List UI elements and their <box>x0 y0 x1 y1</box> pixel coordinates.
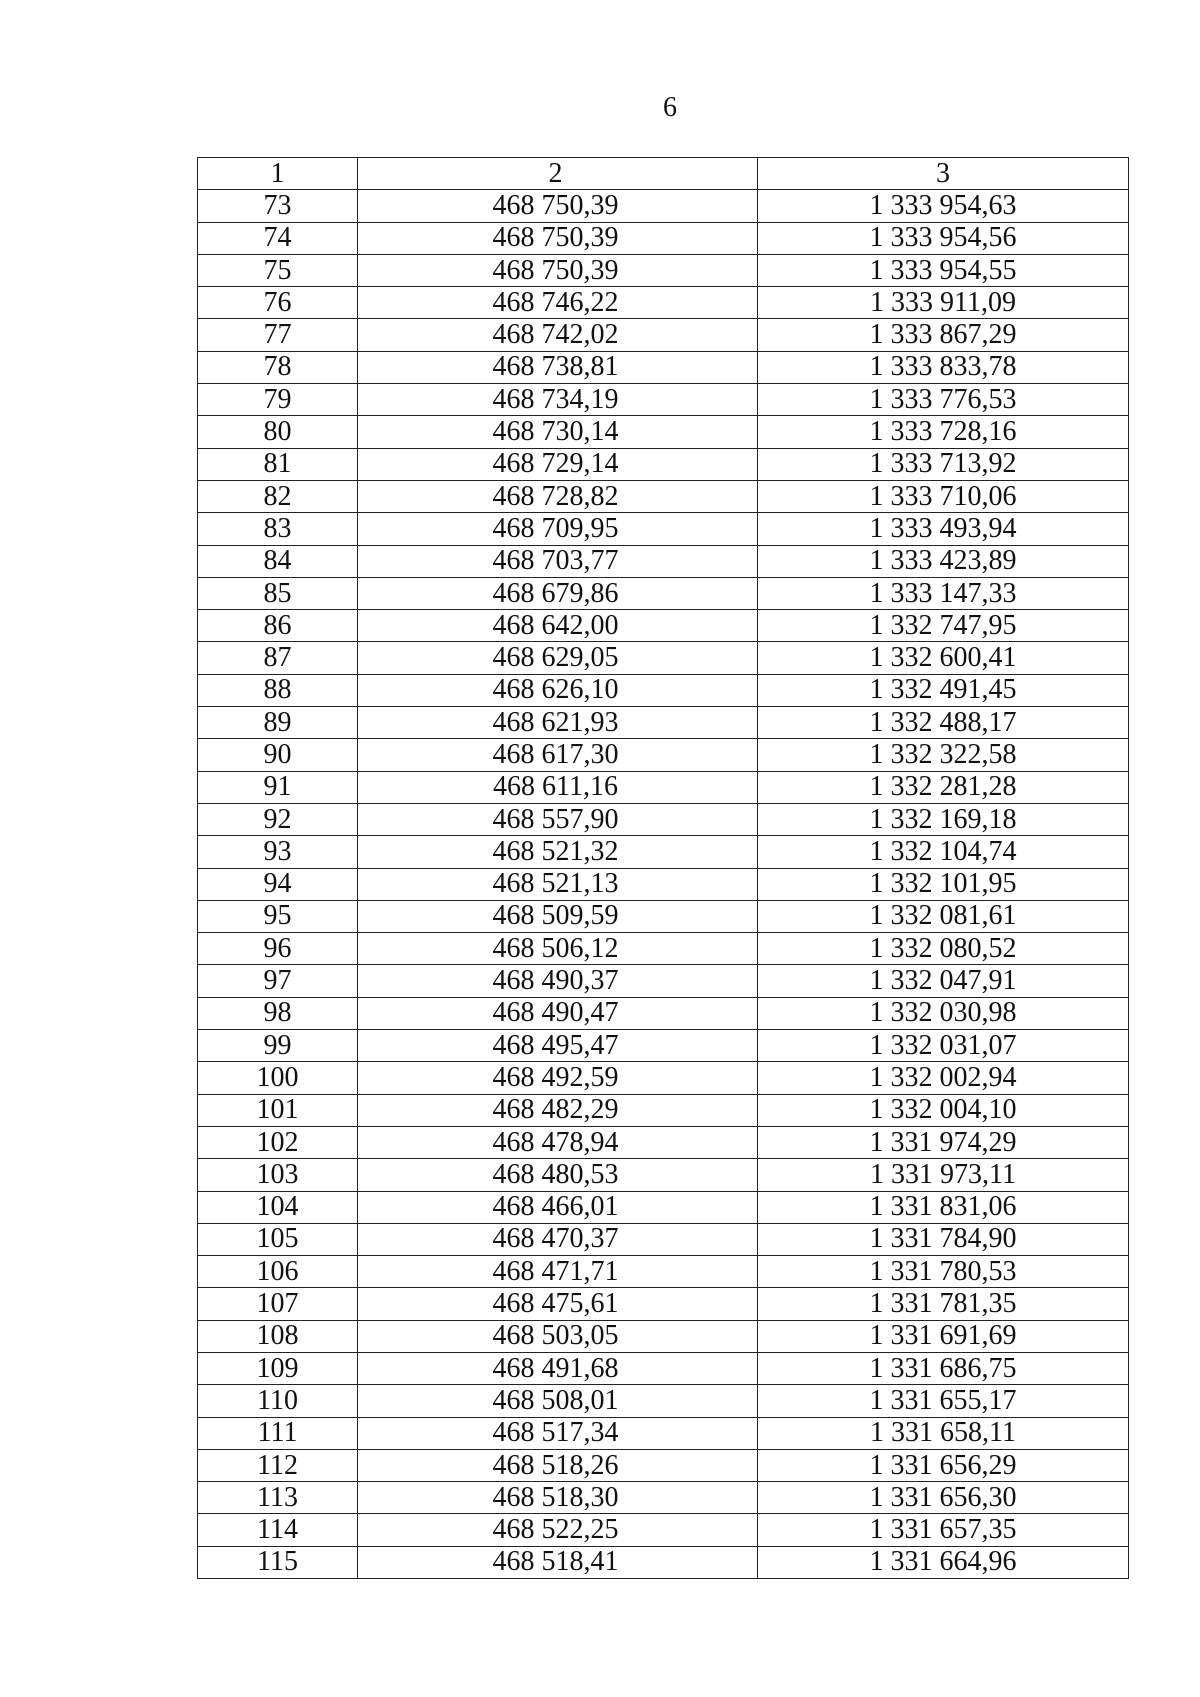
coordinate-y-cell: 1 333 954,55 <box>758 254 1129 286</box>
coordinate-x-cell: 468 738,81 <box>358 351 758 383</box>
point-number-cell: 84 <box>198 545 358 577</box>
point-number-cell: 113 <box>198 1482 358 1514</box>
point-number-cell: 97 <box>198 965 358 997</box>
coordinate-x-cell: 468 729,14 <box>358 448 758 480</box>
coordinate-x-cell: 468 728,82 <box>358 480 758 512</box>
point-number-cell: 88 <box>198 674 358 706</box>
point-number-cell: 83 <box>198 513 358 545</box>
coordinate-y-cell: 1 332 101,95 <box>758 868 1129 900</box>
table-row <box>198 1417 1129 1449</box>
table-row <box>198 1288 1129 1320</box>
point-number-cell: 111 <box>198 1417 358 1449</box>
coordinate-x-cell: 468 734,19 <box>358 384 758 416</box>
coordinate-y-cell: 1 331 656,29 <box>758 1449 1129 1481</box>
coordinate-x-cell: 468 518,30 <box>358 1482 758 1514</box>
coordinate-y-cell: 1 331 664,96 <box>758 1546 1129 1578</box>
coordinate-y-cell: 1 333 954,56 <box>758 222 1129 254</box>
table-row <box>198 1546 1129 1578</box>
coordinate-y-cell: 1 333 423,89 <box>758 545 1129 577</box>
point-number-cell: 104 <box>198 1191 358 1223</box>
coordinate-x-cell: 468 679,86 <box>358 577 758 609</box>
coordinate-x-cell: 468 521,32 <box>358 836 758 868</box>
coordinate-y-cell: 1 333 728,16 <box>758 416 1129 448</box>
table-row <box>198 642 1129 674</box>
coordinate-x-cell: 468 521,13 <box>358 868 758 900</box>
table-row <box>198 1256 1129 1288</box>
coordinate-y-cell: 1 331 657,35 <box>758 1514 1129 1546</box>
table-row <box>198 416 1129 448</box>
coordinate-y-cell: 1 333 713,92 <box>758 448 1129 480</box>
table-row <box>198 739 1129 771</box>
coordinate-x-cell: 468 470,37 <box>358 1223 758 1255</box>
coordinate-x-cell: 468 611,16 <box>358 771 758 803</box>
table-row <box>198 1126 1129 1158</box>
coordinate-x-cell: 468 629,05 <box>358 642 758 674</box>
coordinate-x-cell: 468 471,71 <box>358 1256 758 1288</box>
coordinate-x-cell: 468 742,02 <box>358 319 758 351</box>
table-row <box>198 836 1129 868</box>
point-number-cell: 87 <box>198 642 358 674</box>
table-row <box>198 1191 1129 1223</box>
coordinate-y-cell: 1 332 030,98 <box>758 997 1129 1029</box>
point-number-cell: 99 <box>198 1030 358 1062</box>
table-row <box>198 1062 1129 1094</box>
table-row <box>198 900 1129 932</box>
point-number-cell: 92 <box>198 803 358 835</box>
table-row <box>198 480 1129 512</box>
coordinate-x-cell: 468 518,41 <box>358 1546 758 1578</box>
coordinate-x-cell: 468 490,37 <box>358 965 758 997</box>
page-number: 6 <box>663 92 677 123</box>
point-number-cell: 89 <box>198 707 358 739</box>
coordinate-y-cell: 1 331 784,90 <box>758 1223 1129 1255</box>
point-number-cell: 81 <box>198 448 358 480</box>
coordinate-x-cell: 468 503,05 <box>358 1320 758 1352</box>
point-number-cell: 95 <box>198 900 358 932</box>
point-number-cell: 93 <box>198 836 358 868</box>
coordinate-y-cell: 1 333 776,53 <box>758 384 1129 416</box>
table-row <box>198 707 1129 739</box>
coordinate-y-cell: 1 332 031,07 <box>758 1030 1129 1062</box>
table-row <box>198 1385 1129 1417</box>
point-number-cell: 114 <box>198 1514 358 1546</box>
coordinate-x-cell: 468 617,30 <box>358 739 758 771</box>
header-cell-3: 3 <box>758 158 1129 190</box>
coordinate-x-cell: 468 509,59 <box>358 900 758 932</box>
table-row <box>198 319 1129 351</box>
coordinate-y-cell: 1 332 002,94 <box>758 1062 1129 1094</box>
table-row <box>198 577 1129 609</box>
coordinate-x-cell: 468 508,01 <box>358 1385 758 1417</box>
coordinate-x-cell: 468 621,93 <box>358 707 758 739</box>
point-number-cell: 82 <box>198 480 358 512</box>
coordinate-x-cell: 468 750,39 <box>358 254 758 286</box>
table-row <box>198 965 1129 997</box>
table-row <box>198 287 1129 319</box>
table-row <box>198 190 1129 222</box>
coordinate-y-cell: 1 332 047,91 <box>758 965 1129 997</box>
point-number-cell: 100 <box>198 1062 358 1094</box>
table-row <box>198 1514 1129 1546</box>
point-number-cell: 102 <box>198 1126 358 1158</box>
coordinate-y-cell: 1 333 867,29 <box>758 319 1129 351</box>
table-row <box>198 771 1129 803</box>
coordinate-x-cell: 468 730,14 <box>358 416 758 448</box>
point-number-cell: 103 <box>198 1159 358 1191</box>
coordinate-y-cell: 1 331 781,35 <box>758 1288 1129 1320</box>
coordinate-x-cell: 468 626,10 <box>358 674 758 706</box>
coordinate-y-cell: 1 332 004,10 <box>758 1094 1129 1126</box>
coordinate-y-cell: 1 333 493,94 <box>758 513 1129 545</box>
header-cell-1: 1 <box>198 158 358 190</box>
point-number-cell: 110 <box>198 1385 358 1417</box>
coordinate-y-cell: 1 331 658,11 <box>758 1417 1129 1449</box>
point-number-cell: 86 <box>198 610 358 642</box>
coordinate-x-cell: 468 482,29 <box>358 1094 758 1126</box>
point-number-cell: 106 <box>198 1256 358 1288</box>
point-number-cell: 77 <box>198 319 358 351</box>
table-row <box>198 513 1129 545</box>
table-row <box>198 1159 1129 1191</box>
coordinate-x-cell: 468 750,39 <box>358 190 758 222</box>
coordinate-x-cell: 468 709,95 <box>358 513 758 545</box>
table-row <box>198 803 1129 835</box>
coordinate-y-cell: 1 331 655,17 <box>758 1385 1129 1417</box>
coordinate-y-cell: 1 333 147,33 <box>758 577 1129 609</box>
coordinate-y-cell: 1 332 600,41 <box>758 642 1129 674</box>
table-row <box>198 351 1129 383</box>
table-row <box>198 1449 1129 1481</box>
table-row <box>198 384 1129 416</box>
point-number-cell: 79 <box>198 384 358 416</box>
point-number-cell: 73 <box>198 190 358 222</box>
table-body <box>198 190 1129 1579</box>
coordinate-x-cell: 468 480,53 <box>358 1159 758 1191</box>
point-number-cell: 98 <box>198 997 358 1029</box>
coordinate-x-cell: 468 517,34 <box>358 1417 758 1449</box>
point-number-cell: 90 <box>198 739 358 771</box>
coordinate-x-cell: 468 557,90 <box>358 803 758 835</box>
point-number-cell: 109 <box>198 1352 358 1384</box>
coordinate-x-cell: 468 522,25 <box>358 1514 758 1546</box>
coordinates-table <box>197 157 1129 1579</box>
coordinate-x-cell: 468 703,77 <box>358 545 758 577</box>
point-number-cell: 74 <box>198 222 358 254</box>
point-number-cell: 112 <box>198 1449 358 1481</box>
coordinate-y-cell: 1 332 169,18 <box>758 803 1129 835</box>
table-row <box>198 254 1129 286</box>
point-number-cell: 91 <box>198 771 358 803</box>
point-number-cell: 101 <box>198 1094 358 1126</box>
coordinate-y-cell: 1 333 911,09 <box>758 287 1129 319</box>
table-row <box>198 933 1129 965</box>
point-number-cell: 108 <box>198 1320 358 1352</box>
coordinate-x-cell: 468 478,94 <box>358 1126 758 1158</box>
coordinate-x-cell: 468 750,39 <box>358 222 758 254</box>
coordinate-y-cell: 1 333 833,78 <box>758 351 1129 383</box>
point-number-cell: 80 <box>198 416 358 448</box>
point-number-cell: 76 <box>198 287 358 319</box>
coordinate-y-cell: 1 331 656,30 <box>758 1482 1129 1514</box>
table-row <box>198 1482 1129 1514</box>
coordinate-y-cell: 1 331 780,53 <box>758 1256 1129 1288</box>
point-number-cell: 85 <box>198 577 358 609</box>
coordinate-y-cell: 1 333 954,63 <box>758 190 1129 222</box>
point-number-cell: 105 <box>198 1223 358 1255</box>
table-row <box>198 610 1129 642</box>
table-row <box>198 545 1129 577</box>
table-row <box>198 1352 1129 1384</box>
coordinate-y-cell: 1 332 081,61 <box>758 900 1129 932</box>
coordinate-y-cell: 1 332 281,28 <box>758 771 1129 803</box>
coordinate-x-cell: 468 642,00 <box>358 610 758 642</box>
coordinate-x-cell: 468 475,61 <box>358 1288 758 1320</box>
table-row <box>198 222 1129 254</box>
table-row <box>198 1030 1129 1062</box>
table-row <box>198 997 1129 1029</box>
coordinate-x-cell: 468 518,26 <box>358 1449 758 1481</box>
coordinate-y-cell: 1 332 747,95 <box>758 610 1129 642</box>
coordinate-y-cell: 1 332 104,74 <box>758 836 1129 868</box>
coordinate-y-cell: 1 331 973,11 <box>758 1159 1129 1191</box>
table-row <box>198 1094 1129 1126</box>
coordinate-x-cell: 468 490,47 <box>358 997 758 1029</box>
point-number-cell: 75 <box>198 254 358 286</box>
coordinate-y-cell: 1 333 710,06 <box>758 480 1129 512</box>
point-number-cell: 94 <box>198 868 358 900</box>
coordinate-y-cell: 1 331 686,75 <box>758 1352 1129 1384</box>
table-row <box>198 1320 1129 1352</box>
table-row <box>198 868 1129 900</box>
coordinate-x-cell: 468 466,01 <box>358 1191 758 1223</box>
coordinate-y-cell: 1 332 322,58 <box>758 739 1129 771</box>
point-number-cell: 107 <box>198 1288 358 1320</box>
header-cell-2: 2 <box>358 158 758 190</box>
point-number-cell: 115 <box>198 1546 358 1578</box>
coordinate-x-cell: 468 506,12 <box>358 933 758 965</box>
coordinate-x-cell: 468 746,22 <box>358 287 758 319</box>
table-row <box>198 674 1129 706</box>
coordinate-y-cell: 1 332 080,52 <box>758 933 1129 965</box>
coordinate-x-cell: 468 495,47 <box>358 1030 758 1062</box>
coordinate-x-cell: 468 492,59 <box>358 1062 758 1094</box>
table-header-row <box>198 158 1129 190</box>
table-row <box>198 448 1129 480</box>
coordinate-y-cell: 1 332 488,17 <box>758 707 1129 739</box>
table-row <box>198 1223 1129 1255</box>
point-number-cell: 78 <box>198 351 358 383</box>
coordinate-y-cell: 1 332 491,45 <box>758 674 1129 706</box>
point-number-cell: 96 <box>198 933 358 965</box>
coordinate-y-cell: 1 331 974,29 <box>758 1126 1129 1158</box>
coordinate-y-cell: 1 331 831,06 <box>758 1191 1129 1223</box>
coordinate-y-cell: 1 331 691,69 <box>758 1320 1129 1352</box>
coordinate-x-cell: 468 491,68 <box>358 1352 758 1384</box>
